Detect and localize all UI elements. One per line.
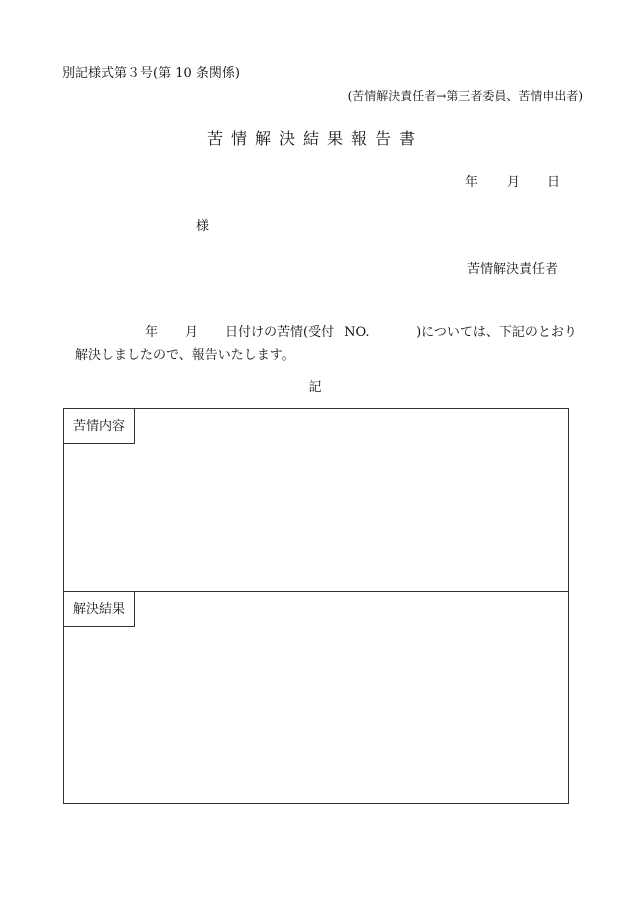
date-month-label: 月 (507, 175, 521, 190)
addressee-suffix: 様 (196, 219, 210, 234)
body-dated-complaint: 日付けの苦情(受付 (225, 325, 335, 340)
complaint-content-label: 苦情内容 (63, 408, 135, 444)
date-line (465, 175, 560, 191)
document-title: 苦情解決結果報告書 (206, 129, 423, 148)
record-table (63, 408, 569, 804)
complaint-content-section (64, 409, 568, 592)
form-number: 別記様式第３号(第 10 条関係) (62, 66, 240, 81)
date-day-label: 日 (547, 175, 561, 190)
ki-heading: 記 (308, 380, 322, 395)
receipt-number-label: NO. (344, 325, 370, 340)
complaint-content-field[interactable] (64, 447, 568, 591)
sender-title: 苦情解決責任者 (467, 262, 559, 277)
resolution-result-label: 解決結果 (63, 591, 135, 627)
resolution-result-field[interactable] (64, 630, 568, 803)
body-month-label: 月 (185, 325, 199, 340)
date-year-label: 年 (465, 175, 479, 190)
body-line-2: 解決しましたので、報告いたします。 (75, 348, 295, 363)
body-year-label: 年 (145, 325, 159, 340)
body-line-1 (145, 325, 577, 341)
routing-note: (苦情解決責任者→第三者委員、苦情申出者) (347, 89, 583, 103)
resolution-result-section (64, 592, 568, 803)
body-continuation: )については、下記のとおり (416, 325, 577, 340)
